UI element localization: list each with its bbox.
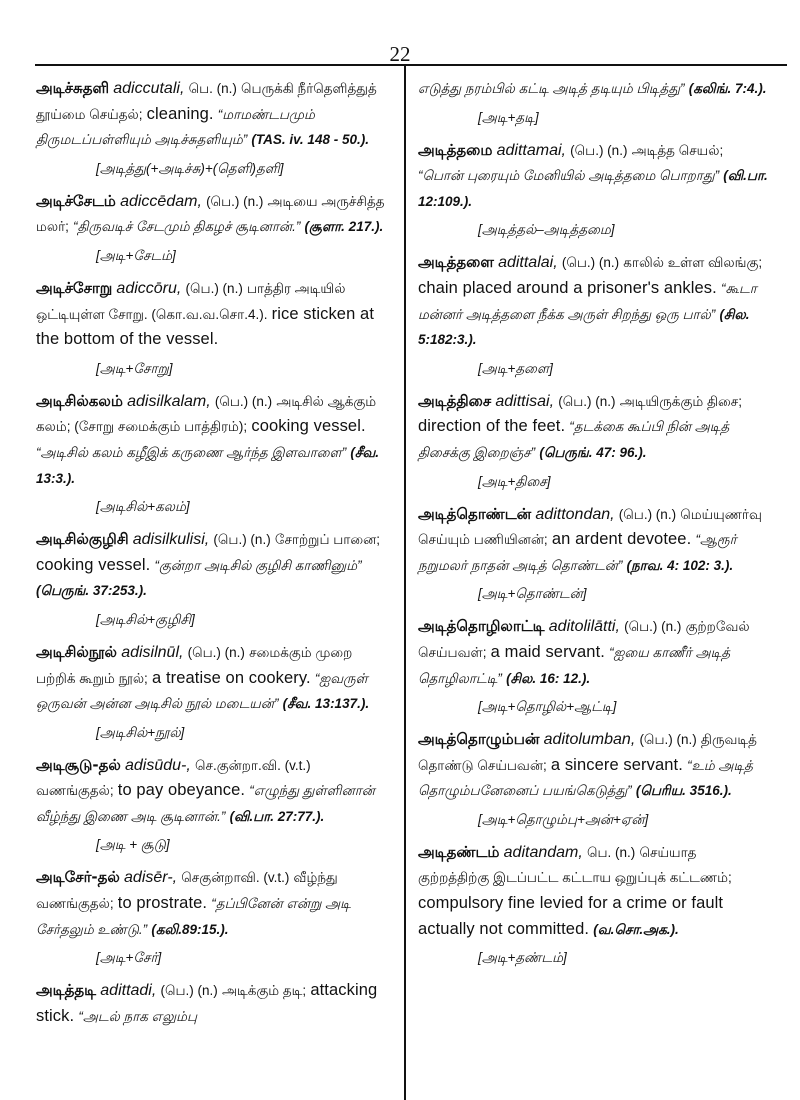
citation-source: (சீவ. 13:137.). [282, 696, 370, 712]
grammar-tag: பெ. (n.) [188, 81, 237, 96]
etymology: [அடித்து(+அடிச்சு)+(தெளி)தளி] [96, 160, 284, 176]
transliteration: adisilnūl, [121, 643, 184, 661]
transliteration: adisilkalam, [127, 392, 211, 410]
grammar-tag: (பெ.) (n.) [561, 255, 620, 271]
citation-source: (வி.பா. 12:109.). [418, 168, 768, 209]
transliteration: adittisai, [495, 392, 555, 410]
headword: அடித்தொண்டன் [418, 504, 532, 523]
etymology: [அடிசில்+நூல்] [96, 724, 185, 740]
citation-quote: “பொன் புரையும் மேனியில் அடித்தமை பொறாது” [418, 168, 720, 184]
english-definition: an ardent devotee. [551, 530, 692, 549]
headword: அடிச்சேடம் [36, 191, 116, 210]
grammar-tag: (பெ.) (n.) [206, 193, 264, 209]
headword: அடித்தொழும்பன் [418, 730, 540, 749]
transliteration: adittondan, [535, 505, 615, 523]
dictionary-entry [418, 502, 770, 579]
citation-quote: “எழுந்து துள்ளினான் வீழ்ந்து இணை அடி சூடினான்.” [36, 783, 375, 824]
citation-quote: “தப்பினேன் என்று அடி சேர்தலும் உண்டு.” [36, 896, 351, 937]
citation-source: (சில. 5:182:3.). [418, 306, 750, 348]
left-column [36, 76, 388, 1031]
english-definition: cleaning. [146, 104, 214, 123]
headword: அடித்தமை [418, 140, 493, 159]
transliteration: adiccēdam, [120, 192, 202, 210]
etymology: [அடி+தொண்டன்] [478, 586, 587, 602]
tamil-definition: வணங்குதல்; [36, 783, 114, 799]
citation-quote: “ஆரூர் நறுமலர் நாதன் அடித் தொண்டன்” [418, 532, 737, 573]
citation-source: (வ.சொ.அக.). [593, 921, 679, 937]
grammar-tag: செ.குன்றா.வி. (v.t.) [194, 757, 311, 773]
etymology: [அடி+சேர்] [96, 950, 162, 966]
english-definition: to prostrate. [117, 894, 208, 913]
citation-source: (TAS. iv. 148 - 50.). [251, 132, 369, 148]
etymology: [அடி+சேடம்] [96, 247, 176, 263]
english-definition: a maid servant. [490, 642, 605, 661]
tamil-definition: செய்யாத குற்றத்திற்கு இடப்பட்ட கட்டாய ஒறுப்புக் கட்டணம்; [418, 844, 732, 886]
citation-quote: எடுத்து நரம்பில் கட்டி அடித் தடியும் பிடித்து” [418, 81, 685, 96]
headword: அடிசேர்-தல் [36, 868, 120, 887]
etymology: [அடி+சோறு] [96, 360, 173, 376]
etymology: [அடி+தடி] [478, 109, 539, 125]
english-definition: chain placed around a prisoner's ankles. [418, 278, 717, 297]
transliteration: aditolilātti, [548, 618, 620, 636]
etymology: [அடி+திசை] [478, 473, 551, 489]
citation-source: (நாவ. 4: 102: 3.). [626, 557, 734, 573]
grammar-tag: செகுன்றாவி. (v.t.) [181, 870, 290, 886]
headword: அடிசில்கலம் [36, 391, 123, 410]
grammar-tag: பெ. (n.) [587, 844, 636, 860]
etymology: [அடி+தளை] [478, 360, 553, 376]
headword: அடிசில்நூல் [36, 642, 118, 661]
grammar-tag: (பெ.) (n.) [639, 732, 697, 748]
tamil-definition: சமைக்கும் முறை பற்றிக் கூறும் நூல்; [36, 644, 353, 686]
etymology: [அடி+தொழில்+ஆட்டி] [478, 699, 617, 715]
tamil-definition: அடியிருக்கும் திசை; [619, 393, 743, 409]
transliteration: adittalai, [498, 254, 558, 272]
english-definition: direction of the feet. [418, 417, 566, 436]
etymology: [அடி+தொழும்பு+அன்+ஏன்] [478, 811, 649, 827]
tamil-definition: அடியை அருச்சித்த மலர்; [36, 193, 385, 235]
grammar-tag: (பெ.) (n.) [570, 142, 628, 158]
citation-quote: “மாமண்டபமும் திருமடப்பள்ளியும் அடிச்சுதளியும்” [36, 106, 315, 148]
citation-source: (கலி.89:15.). [151, 921, 229, 937]
transliteration: aditolumban, [543, 731, 636, 749]
english-definition: cooking vessel. [251, 417, 366, 436]
english-definition: rice sticken at the bottom of the vessel. [36, 304, 375, 349]
english-definition: cooking vessel. [36, 555, 151, 574]
etymology: [அடிசில்+குழிசி] [96, 611, 195, 627]
dictionary-entry [36, 189, 388, 240]
citation-source: (பெரிய. 3516.). [635, 783, 732, 799]
transliteration: aditandam, [503, 843, 583, 861]
headword: அடிச்சுதளி [36, 79, 110, 97]
english-definition: attacking stick. [36, 981, 378, 1025]
tamil-definition: குற்றவேல் செய்பவள்; [418, 619, 750, 660]
headword: அடித்தொழிலாட்டி [418, 617, 545, 636]
dictionary-entry [418, 614, 770, 691]
grammar-tag: (பெ.) (n.) [160, 983, 218, 999]
citation-source: (பெருங். 37:253.). [36, 583, 147, 599]
citation-source: (கலிங். 7:4.). [688, 81, 767, 96]
tamil-definition: அடிசில் ஆக்கும் கலம்; (சோறு சமைக்கும் பாத்திரம்); [36, 393, 377, 435]
grammar-tag: (பெ.) (n.) [624, 619, 682, 635]
tamil-definition: வீழ்ந்து வணங்குதல்; [36, 870, 338, 912]
dictionary-entry [418, 389, 770, 466]
tamil-definition: அடிக்கும் தடி; [221, 983, 307, 999]
dictionary-entry [36, 865, 388, 942]
transliteration: adittamai, [496, 141, 566, 159]
dictionary-entry [418, 138, 770, 215]
etymology: [அடித்தல்–அடித்தமை] [478, 222, 615, 238]
tamil-definition: மெய்யுணர்வு செய்யும் பணியினன்; [418, 506, 762, 548]
english-definition: a treatise on cookery. [151, 668, 311, 687]
headword: அடித்தடி [36, 981, 97, 1000]
grammar-tag: (பெ.) (n.) [185, 280, 243, 296]
headword: அடித்தளை [418, 253, 494, 272]
tamil-definition: சோற்றுப் பானை; [274, 532, 380, 548]
citation-source: (பெருங். 47: 96.). [539, 444, 647, 460]
transliteration: adisēr-, [124, 869, 178, 887]
transliteration: adisilkulisi, [132, 531, 210, 549]
dictionary-entry [36, 640, 388, 717]
citation-quote: “ஐவருள் ஒருவன் அன்ன அடிசில் நூல் மடையன்” [36, 670, 368, 712]
citation-source: (சூளா. 217.). [304, 219, 384, 235]
dictionary-entry [36, 753, 388, 830]
transliteration: adisūdu-, [124, 756, 191, 774]
dictionary-entry [418, 727, 770, 804]
transliteration: adittadi, [100, 982, 157, 1000]
headword: அடிசில்குழிசி [36, 530, 129, 549]
tamil-definition: காலில் உள்ள விலங்கு; [623, 255, 763, 271]
citation-quote: “திருவடிச் சேடமும் திகழச் சூடினான்.” [73, 219, 301, 235]
grammar-tag: (பெ.) (n.) [558, 393, 616, 409]
citation-quote: “அடல் நாக எலும்பு [78, 1008, 198, 1024]
header-rule [35, 64, 787, 66]
dictionary-entry [36, 978, 388, 1029]
dictionary-entry [36, 276, 388, 353]
citation-quote: “குன்றா அடிசில் குழிசி காணினும்” [154, 557, 362, 573]
citation-quote: “கூடா மன்னர் அடித்தளை நீக்க அருள் சிறந்து ஒரு பால்” [418, 280, 757, 322]
english-definition: compulsory fine levied for a crime or fault actually not committed. [418, 894, 724, 938]
transliteration: adiccutali, [113, 80, 185, 97]
transliteration: adiccōru, [116, 279, 182, 297]
grammar-tag: (பெ.) (n.) [187, 644, 245, 660]
dictionary-entry [36, 389, 388, 491]
headword: அடித்திசை [418, 391, 492, 410]
right-column [418, 76, 770, 978]
citation-source: (சில. 16: 12.). [506, 670, 591, 686]
dictionary-entry [418, 76, 770, 102]
headword: அடிச்சோறு [36, 278, 113, 297]
tamil-definition: அடித்த செயல்; [631, 142, 724, 158]
citation-source: (வி.பா. 27:77.). [229, 808, 325, 824]
tamil-definition: பெருக்கி நீர்தெளித்துத் தூய்மை செய்தல்; [36, 81, 377, 122]
tamil-definition: திருவடித் தொண்டு செய்பவன்; [418, 732, 757, 773]
etymology: [அடி + சூடு] [96, 837, 170, 853]
citation-quote: “உம் அடித் தொழும்பனேனைப் பயங்கெடுத்து” [418, 757, 753, 799]
citation-quote: “தடக்கை கூப்பி நின் அடித் திசைக்கு இறைஞ்ச” [418, 419, 730, 460]
citation-source: (சீவ. 13:3.). [36, 444, 380, 486]
headword: அடிசூடு-தல் [36, 755, 121, 774]
page-number: 22 [389, 42, 411, 66]
english-definition: a sincere servant. [550, 755, 683, 774]
dictionary-entry [418, 840, 770, 942]
etymology: [அடிசில்+கலம்] [96, 499, 190, 515]
english-definition: to pay obeyance. [117, 781, 246, 800]
dictionary-entry [36, 527, 388, 604]
headword: அடிதண்டம் [418, 842, 500, 861]
etymology: [அடி+தண்டம்] [478, 950, 567, 966]
citation-quote: “அடிசில் கலம் கழீஇக் கருணை ஆர்ந்த இளவாளை” [36, 444, 347, 460]
tamil-definition: பாத்திர அடியில் ஒட்டியுள்ள சோறு. (கொ.வ.வ.சொ.4.). [36, 280, 346, 322]
column-divider [404, 66, 406, 1100]
citation-quote: “ஐயை காணீர் அடித் தொழிலாட்டி” [418, 644, 731, 686]
dictionary-entry [36, 76, 388, 153]
grammar-tag: (பெ.) (n.) [214, 393, 273, 409]
grammar-tag: (பெ.) (n.) [213, 532, 271, 548]
grammar-tag: (பெ.) (n.) [618, 506, 677, 522]
dictionary-entry [418, 250, 770, 352]
